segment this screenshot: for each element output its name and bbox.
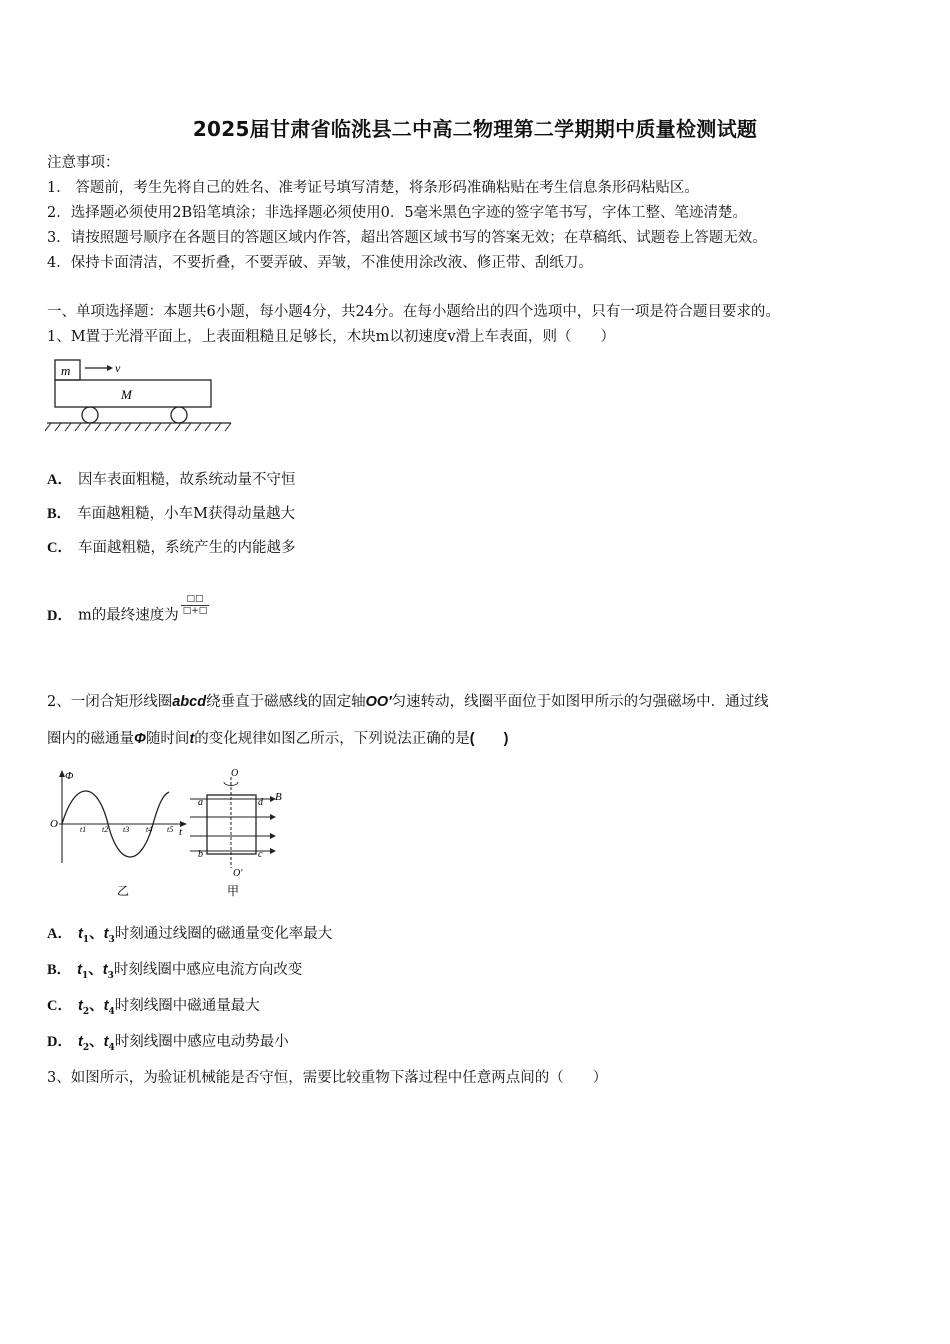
cart-body xyxy=(55,380,211,407)
t-subscript: 3 xyxy=(108,934,115,945)
t-subscript: 4 xyxy=(108,1042,115,1053)
option-text: 因车表面粗糙，故系统动量不守恒 xyxy=(77,472,296,488)
q1-option-a xyxy=(47,470,295,490)
option-letter: B． xyxy=(47,962,72,978)
tick-label-t1: t1 xyxy=(80,825,87,834)
q2-flux-graph xyxy=(45,765,195,900)
fraction-numerator: □□ xyxy=(181,594,210,606)
option-letter: B． xyxy=(47,506,72,522)
t-subscript: 1 xyxy=(82,970,89,981)
stem-text: 的变化规律如图乙所示，下列说法正确的是 xyxy=(194,731,470,747)
origin-label: O xyxy=(50,818,58,830)
caption-yi: 乙 xyxy=(117,884,130,898)
option-text: 时刻线圈中磁通量最大 xyxy=(114,998,260,1014)
separator: 、 xyxy=(89,926,104,942)
stem-text: 圈内的磁通量 xyxy=(47,731,134,747)
q1-option-b xyxy=(47,504,295,524)
tick-label-t4: t4 xyxy=(146,825,153,834)
section1-heading: 一、单项选择题：本题共6小题，每小题4分，共24分。在每小题给出的四个选项中，只有一项是符合题目要求的。 xyxy=(47,304,780,320)
t-symbol: t xyxy=(103,926,109,942)
field-b-label: B xyxy=(275,791,282,803)
q2-option-b xyxy=(47,960,302,986)
q2-option-d xyxy=(47,1032,289,1058)
q3-stem: 3、如图所示，为验证机械能是否守恒，需要比较重物下落过程中任意两点间的（ ） xyxy=(47,1070,608,1086)
q2-coil-figure xyxy=(188,765,298,900)
separator: 、 xyxy=(89,1034,104,1050)
stem-t-symbol: t xyxy=(189,731,195,747)
cart-wheel-right xyxy=(171,407,187,423)
stem-text: 绕垂直于磁感线的固定轴 xyxy=(206,694,366,710)
t-symbol: t xyxy=(77,926,83,942)
option-letter: C． xyxy=(47,540,72,556)
stem-text: 匀速转动，线圈平面位于如图甲所示的匀强磁场中．通过线 xyxy=(391,694,769,710)
caption-jia: 甲 xyxy=(227,884,240,898)
option-letter: A． xyxy=(47,926,72,942)
notice-heading: 注意事项： xyxy=(47,155,120,171)
t-label: t xyxy=(179,826,183,838)
t-subscript: 2 xyxy=(82,1042,90,1053)
ground-hatching xyxy=(45,423,231,431)
stem-phi-symbol: Φ xyxy=(134,731,146,747)
tick-label-t5: t5 xyxy=(167,825,174,834)
t-symbol: t xyxy=(77,962,83,978)
t-symbol: t xyxy=(77,1034,83,1050)
stem-text: 随时间 xyxy=(145,731,190,747)
field-arrowheads xyxy=(270,796,276,854)
axis-top-label: O xyxy=(231,768,239,779)
corner-b: b xyxy=(198,849,203,860)
notice-item-4: 4．保持卡面清洁，不要折叠，不要弄破、弄皱，不准使用涂改液、修正带、刮纸刀。 xyxy=(47,255,593,271)
notice-item-3: 3．请按照题号顺序在各题目的答题区域内作答，超出答题区域书写的答案无效；在草稿纸、试题卷上答题无效。 xyxy=(47,230,767,246)
t-subscript: 4 xyxy=(108,1006,115,1017)
q1-option-c xyxy=(47,538,295,558)
q1-cart-figure xyxy=(45,356,240,438)
tick-label-t2: t2 xyxy=(102,825,109,834)
corner-a: a xyxy=(198,797,203,808)
t-symbol: t xyxy=(103,998,109,1014)
q1-option-d xyxy=(47,594,209,627)
t-subscript: 3 xyxy=(107,970,114,981)
option-text: 车面越粗糙，小车M获得动量越大 xyxy=(77,506,296,522)
q1-stem: 1、M置于光滑平面上，上表面粗糙且足够长，木块m以初速度v滑上车表面，则（ ） xyxy=(47,329,616,345)
option-letter: C． xyxy=(47,998,72,1014)
separator: 、 xyxy=(89,998,104,1014)
option-text: 时刻线圈中感应电动势最小 xyxy=(114,1034,289,1050)
option-letter: D． xyxy=(47,607,72,624)
q2-option-a xyxy=(47,924,332,950)
velocity-arrowhead xyxy=(107,365,113,371)
option-letter: D． xyxy=(47,1034,72,1050)
t-subscript: 2 xyxy=(82,1006,90,1017)
q2-option-c xyxy=(47,996,260,1022)
q2-stem-line2 xyxy=(47,729,508,749)
option-text: 车面越粗糙，系统产生的内能越多 xyxy=(77,540,296,556)
corner-c: c xyxy=(258,849,263,860)
block-m-label: m xyxy=(61,363,71,378)
stem-coil-name: abcd xyxy=(172,694,207,710)
fraction-denominator: □+□ xyxy=(182,606,208,616)
option-text: 时刻线圈中感应电流方向改变 xyxy=(113,962,303,978)
corner-d: d xyxy=(258,797,263,808)
stem-text: 2、一闭合矩形线圈 xyxy=(47,694,173,710)
notice-item-1: 1． 答题前，考生先将自己的姓名、准考证号填写清楚，将条形码准确粘贴在考生信息条形码粘贴区。 xyxy=(47,180,699,196)
cart-label: M xyxy=(121,387,132,402)
t-subscript: 1 xyxy=(82,934,90,945)
phi-label: Φ xyxy=(65,770,74,782)
option-text: 时刻通过线圈的磁通量变化率最大 xyxy=(114,926,333,942)
stem-axis-name: OO′ xyxy=(365,694,392,710)
q2-stem-line1 xyxy=(47,692,769,712)
answer-paren: ( ) xyxy=(469,731,509,747)
velocity-fraction xyxy=(181,594,210,617)
t-symbol: t xyxy=(102,962,108,978)
axis-bottom-label: O′ xyxy=(233,868,243,879)
option-letter: A． xyxy=(47,472,72,488)
page-title: 2025届甘肃省临洮县二中高二物理第二学期期中质量检测试题 xyxy=(192,117,758,141)
cart-wheel-left xyxy=(82,407,98,423)
notice-item-2: 2．选择题必须使用2B铅笔填涂；非选择题必须使用0．5毫米黑色字迹的签字笔书写，字体工整、笔迹清楚。 xyxy=(47,205,748,221)
option-text: m的最终速度为 xyxy=(77,607,179,624)
t-symbol: t xyxy=(103,1034,109,1050)
t-symbol: t xyxy=(77,998,83,1014)
tick-label-t3: t3 xyxy=(123,825,130,834)
separator: 、 xyxy=(88,962,103,978)
velocity-label: v xyxy=(115,361,121,375)
